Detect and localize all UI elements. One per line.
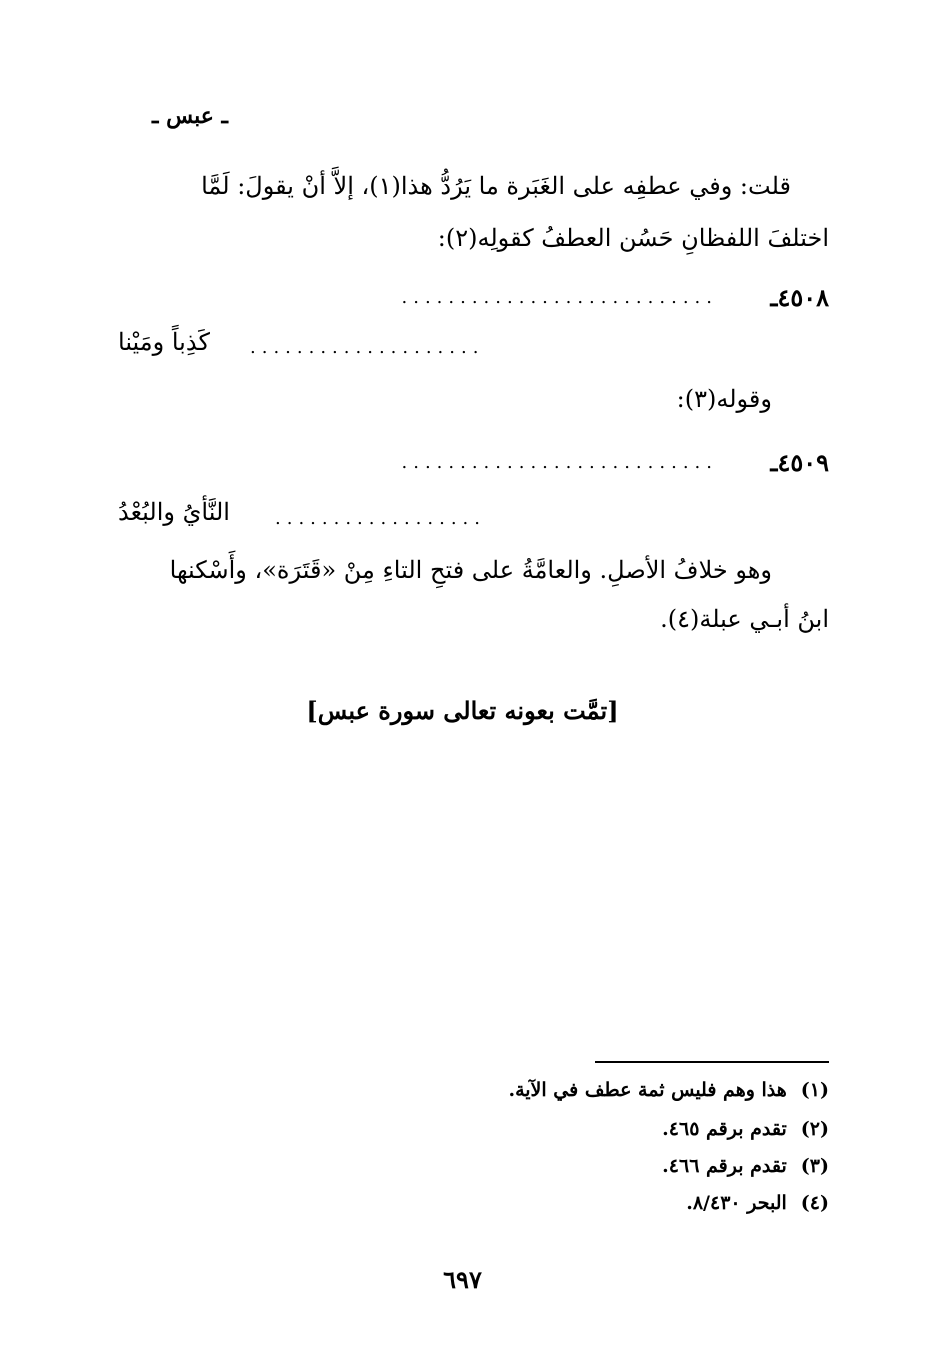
footnote-2 (662, 1118, 829, 1140)
running-header: ـ عبس ـ (151, 103, 228, 129)
footnote-number: (٢) (800, 1118, 829, 1140)
footnote-text: تقدم برقم ٤٦٥. (662, 1118, 787, 1140)
footnote-text: تقدم برقم ٤٦٦. (662, 1155, 787, 1177)
verse-2-first-hemistich: ........................... (401, 452, 718, 473)
verse-number-4508: ٤٥٠٨ـ (770, 283, 829, 312)
verse-number-4509: ٤٥٠٩ـ (770, 448, 829, 477)
verse-1-first-hemistich: ........................... (401, 287, 718, 308)
footnote-number: (٣) (800, 1155, 829, 1177)
verse-1-second-hemistich-dots: .................... (250, 337, 485, 358)
page-number: ٦٩٧ (443, 1265, 482, 1294)
footnote-1 (508, 1079, 829, 1101)
intro-verse-2: وقوله(٣): (676, 385, 772, 413)
verse-1-second-hemistich-text: كَذِباً ومَيْنا (118, 328, 210, 356)
paragraph-1-line-2: اختلفَ اللفظانِ حَسُن العطفُ كقولِه(٢): (437, 224, 829, 252)
footnote-4 (686, 1192, 829, 1214)
verse-2-second-hemistich-dots: .................. (275, 508, 486, 529)
paragraph-2-line-1: وهو خلافُ الأصلِ. والعامَّةُ على فتحِ التاءِ مِنْ «قَتَرَة»، وأَسْكنها (169, 556, 772, 584)
paragraph-2-line-2: ابنُ أبـي عبلة(٤). (660, 605, 829, 633)
footnote-text: هذا وهم فليس ثمة عطف في الآية. (508, 1079, 787, 1101)
verse-2-second-hemistich-text: النَّأيُ والبُعْدُ (118, 498, 230, 526)
footnote-number: (٤) (800, 1192, 829, 1214)
footnote-number: (١) (800, 1079, 829, 1101)
footnote-3 (662, 1155, 829, 1177)
surah-closing-note: [تمَّت بعونه تعالى سورة عبس] (306, 696, 619, 725)
footnote-divider (595, 1061, 829, 1063)
paragraph-1-line-1: قلت: وفي عطفِه على الغَبَرة ما يَرُدُّ هذا(١)، إلاَّ أنْ يقولَ: لَمَّا (201, 172, 791, 200)
footnote-text: البحر ٨/٤٣٠. (686, 1192, 787, 1214)
